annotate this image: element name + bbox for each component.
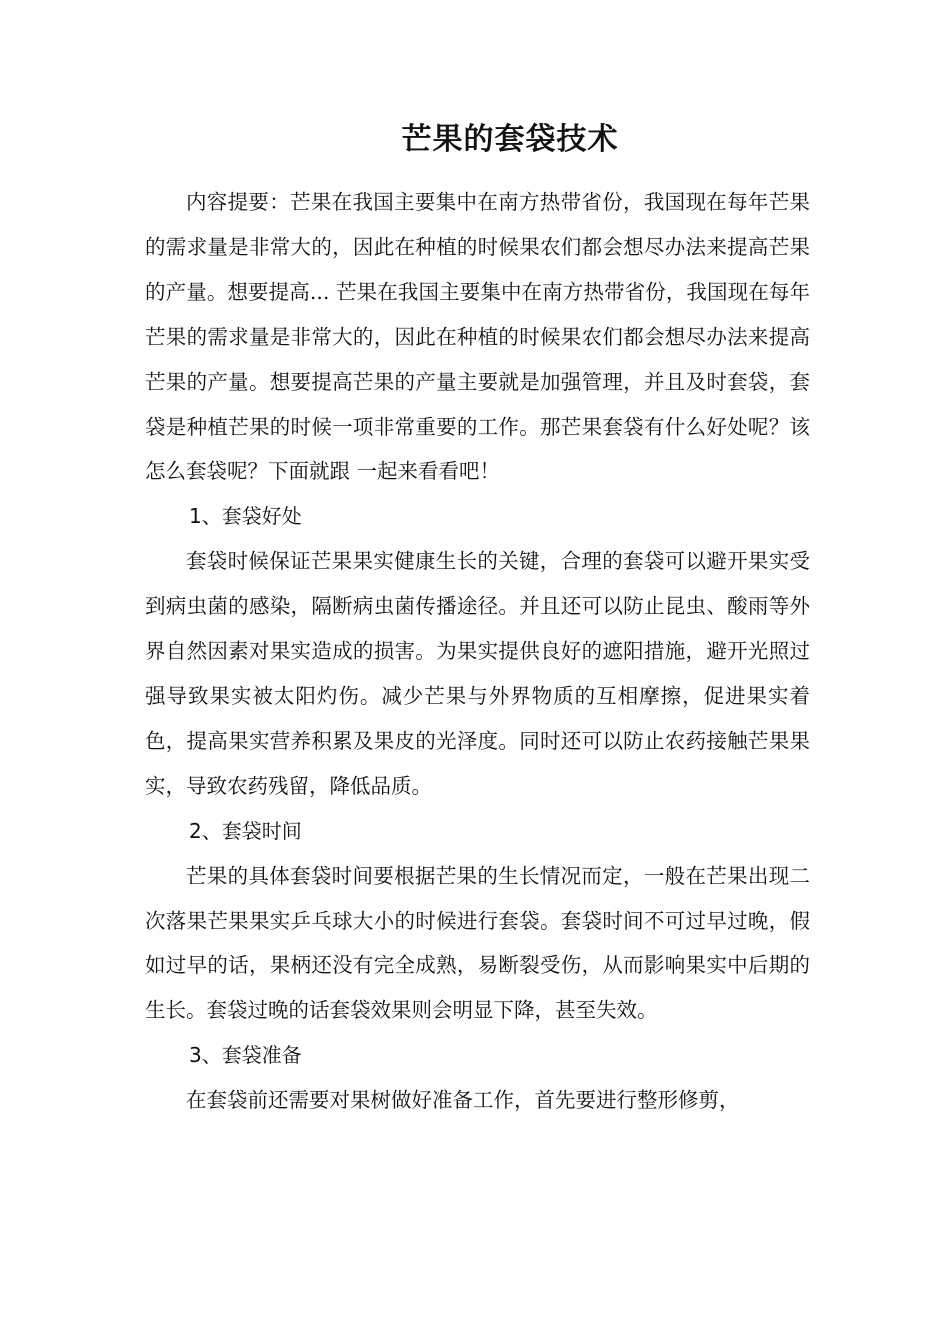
section-paragraph-benefits: 套袋时候保证芒果果实健康生长的关键，合理的套袋可以避开果实受到病虫菌的感染，隔断病虫菌传播途径。并且还可以防止昆虫、酸雨等外界自然因素对果实造成的损害。为果实提供良好的遮阳措施，避开光照过强导致果实被太阳灼伤。减少芒果与外界物质的互相摩擦，促进果实着色，提高果实营养积累及果皮的光泽度。同时还可以防止农药接触芒果果实，导致农药残留，降低品质。 — [145, 549, 810, 798]
section-paragraph-preparation: 在套袋前还需要对果树做好准备工作，首先要进行整形修剪， — [186, 1088, 740, 1113]
section-paragraph-timing: 芒果的具体套袋时间要根据芒果的生长情况而定，一般在芒果出现二次落果芒果果实乒乓球大小的时候进行套袋。套袋时间不可过早过晚，假如过早的话，果柄还没有完全成熟，易断裂受伤，从而影响果实中后期的生长。套袋过晚的话套袋效果则会明显下降，甚至失效。 — [145, 863, 810, 1023]
intro-paragraph: 内容提要：芒果在我国主要集中在南方热带省份，我国现在每年芒果的需求量是非常大的，因此在种植的时候果农们都会想尽办法来提高芒果的产量。想要提高... 芒果在我国主要集中在南方热带省份，我国现在每年芒果的需求量是非常大的，因此在种植的时候果农们都会想尽办法来提高芒果的产量。想要提高芒果的产量主要就是加强管理，并且及时套袋，套袋是种植芒果的时候一项非常重要的工作。那芒果套袋有什么好处呢？该怎么套袋呢？下面就跟 一起来看看吧！ — [145, 190, 810, 484]
document-body — [145, 180, 810, 1123]
section-heading-benefits: 1、套袋好处 — [189, 504, 302, 529]
section-heading-preparation: 3、套袋准备 — [189, 1043, 302, 1068]
document-title: 芒果的套袋技术 — [401, 122, 619, 157]
section-heading-timing: 2、套袋时间 — [189, 818, 302, 843]
